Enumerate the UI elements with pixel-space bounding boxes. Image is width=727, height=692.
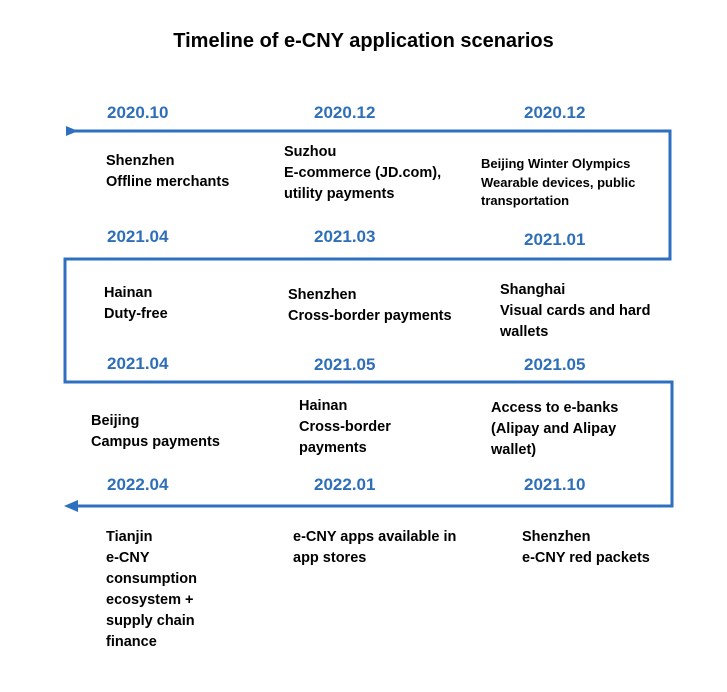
milestone-description: e-CNY apps available in app stores bbox=[293, 529, 457, 566]
milestone-date: 2021.04 bbox=[107, 227, 169, 246]
end-arrow-icon bbox=[64, 500, 78, 512]
milestone-description: Shenzhen Offline merchants bbox=[106, 153, 230, 190]
milestone-date: 2020.10 bbox=[107, 103, 169, 122]
milestone-date: 2022.01 bbox=[314, 475, 376, 494]
milestone-description: Hainan Cross-border payments bbox=[299, 398, 391, 456]
milestone-date: 2020.12 bbox=[314, 103, 376, 122]
milestone-date: 2021.03 bbox=[314, 227, 376, 246]
milestone-date: 2020.12 bbox=[524, 103, 586, 122]
milestone-description: Access to e-banks (Alipay and Alipay wallet) bbox=[491, 400, 619, 458]
milestone-date: 2021.05 bbox=[524, 355, 586, 374]
milestone-date: 2021.10 bbox=[524, 475, 586, 494]
milestone-description: Beijing Winter Olympics Wearable devices, public transportation bbox=[481, 156, 636, 208]
milestone-description: Shanghai Visual cards and hard wallets bbox=[500, 282, 651, 340]
milestone-description: Beijing Campus payments bbox=[91, 413, 220, 450]
milestone-description: Hainan Duty-free bbox=[104, 285, 168, 322]
milestone-description: Tianjin e-CNY consumption ecosystem + supply chain finance bbox=[106, 529, 198, 650]
milestone-date: 2021.04 bbox=[107, 354, 169, 373]
milestone-description: Suzhou E-commerce (JD.com), utility payments bbox=[284, 144, 442, 202]
milestone-description: Shenzhen e-CNY red packets bbox=[522, 529, 650, 566]
milestone-description: Shenzhen Cross-border payments bbox=[288, 287, 452, 324]
milestone-date: 2022.04 bbox=[107, 475, 169, 494]
diagram-title: Timeline of e-CNY application scenarios bbox=[173, 30, 554, 52]
start-arrow-icon bbox=[66, 126, 78, 136]
milestone-date: 2021.01 bbox=[524, 230, 586, 249]
milestone-date: 2021.05 bbox=[314, 355, 376, 374]
